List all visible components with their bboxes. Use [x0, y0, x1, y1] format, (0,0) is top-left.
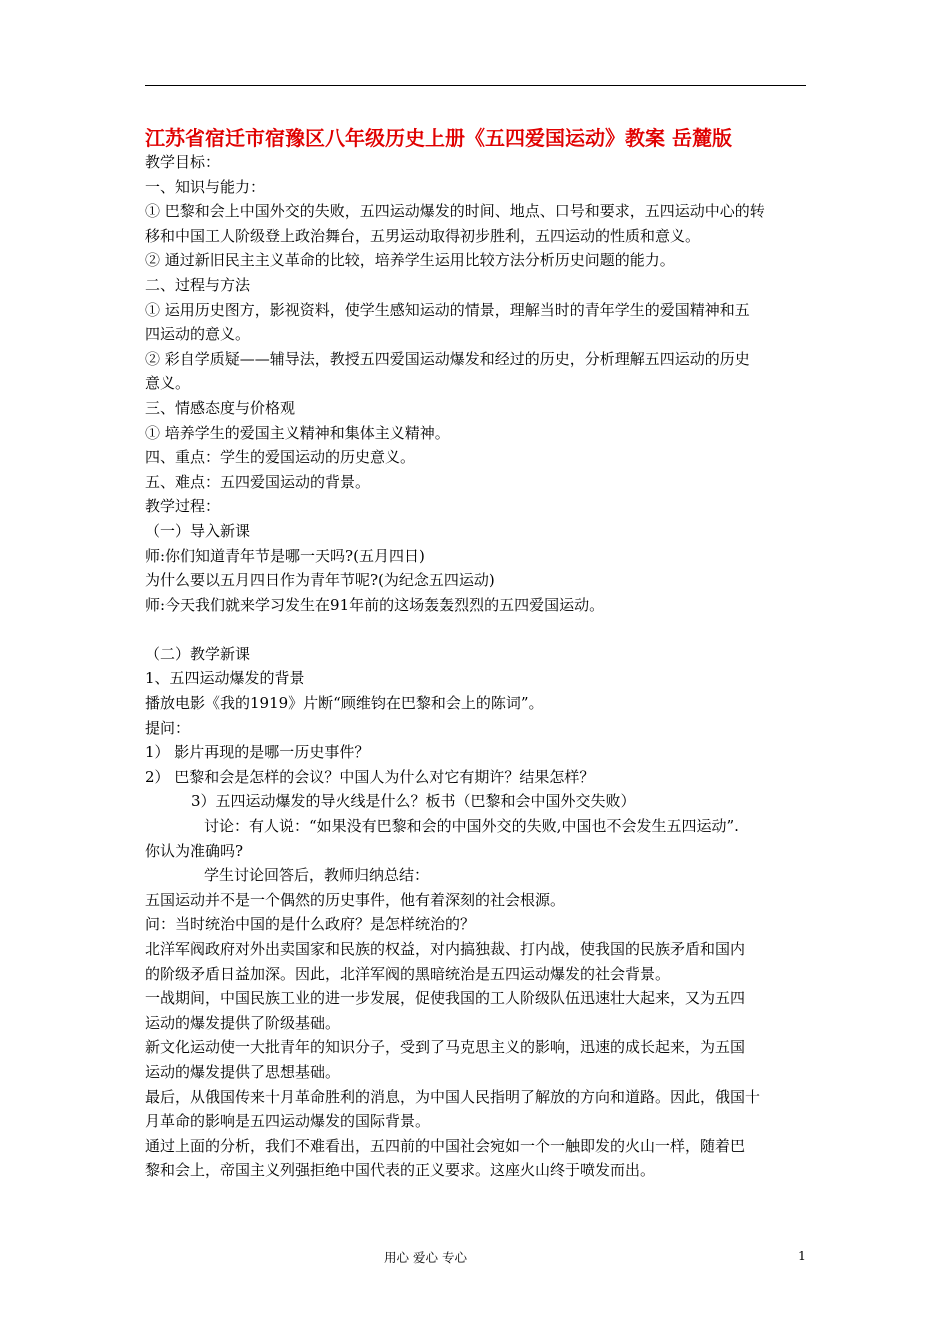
body-line: 师:今天我们就来学习发生在91年前的这场轰轰烈烈的五四爱国运动。	[145, 595, 605, 614]
body-line: 的阶级矛盾日益加深。因此，北洋军阀的黑暗统治是五四运动爆发的社会背景。	[145, 964, 671, 983]
body-line: 教学目标：	[145, 153, 221, 171]
body-line: （一）导入新课	[145, 521, 251, 540]
body-line: 播放电影《我的1919》片断“顾维钧在巴黎和会上的陈词”。	[145, 694, 544, 713]
body-line: 四运动的意义。	[145, 325, 251, 344]
body-line: 2） 巴黎和会是怎样的会议？中国人为什么对它有期许？结果怎样？	[145, 767, 595, 786]
body-line: 五、难点：五四爱国运动的背景。	[145, 472, 371, 491]
body-line: 1、五四运动爆发的背景	[145, 669, 305, 688]
body-line: 运动的爆发提供了阶级基础。	[145, 1013, 341, 1032]
body-line: 一、知识与能力：	[145, 177, 266, 196]
body-line: 移和中国工人阶级登上政治舞台，五男运动取得初步胜利，五四运动的性质和意义。	[145, 226, 701, 245]
body-line: 师:你们知道青年节是哪一天吗?(五月四日)	[145, 546, 425, 565]
body-line: 新文化运动使一大批青年的知识分子，受到了马克思主义的影响，迅速的成长起来，为五国	[145, 1038, 746, 1057]
body-line: ① 巴黎和会上中国外交的失败，五四运动爆发的时间、地点、口号和要求，五四运动中心的转	[145, 202, 765, 221]
body-line: ① 培养学生的爱国主义精神和集体主义精神。	[145, 423, 450, 442]
body-line: 问：当时统治中国的是什么政府？是怎样统治的？	[145, 915, 476, 934]
body-line: 3）五四运动爆发的导火线是什么？板书（巴黎和会中国外交失败）	[191, 792, 636, 811]
body-line: 月革命的影响是五四运动爆发的国际背景。	[145, 1112, 431, 1131]
body-line: 学生讨论回答后，教师归纳总结：	[204, 866, 430, 885]
document-body	[145, 150, 813, 1183]
body-line: 三、情感态度与价格观	[145, 398, 296, 417]
body-line: ② 通过新旧民主主义革命的比较，培养学生运用比较方法分析历史问题的能力。	[145, 251, 675, 270]
body-line: 最后，从俄国传来十月革命胜利的消息，为中国人民指明了解放的方向和道路。因此，俄国十	[145, 1087, 761, 1106]
body-line: ① 运用历史图方，影视资料，使学生感知运动的情景，理解当时的青年学生的爱国精神和五	[145, 300, 750, 319]
body-line: 通过上面的分析，我们不难看出，五四前的中国社会宛如一个一触即发的火山一样，随着巴	[145, 1136, 746, 1155]
body-line: 五国运动并不是一个偶然的历史事件，他有着深刻的社会根源。	[145, 890, 566, 909]
body-line: 你认为准确吗?	[145, 841, 244, 860]
body-line: （二）教学新课	[145, 644, 251, 663]
body-line: 提问：	[145, 718, 191, 737]
page-footer	[0, 1248, 950, 1268]
page-number: 1	[798, 1248, 806, 1263]
body-line: ② 彩自学质疑——辅导法，教授五四爱国运动爆发和经过的历史，分析理解五四运动的历史	[145, 349, 750, 368]
header-rule	[145, 85, 806, 86]
body-line: 讨论：有人说：“如果没有巴黎和会的中国外交的失败,中国也不会发生五四运动”.	[204, 817, 739, 836]
body-line: 二、过程与方法	[145, 275, 251, 294]
body-line: 意义。	[145, 374, 191, 393]
body-line: 教学过程：	[145, 497, 221, 516]
footer-motto: 用心 爱心 专心	[384, 1250, 467, 1265]
document-title: 江苏省宿迁市宿豫区八年级历史上册《五四爱国运动》教案 岳麓版	[145, 126, 732, 150]
body-line: 北洋军阀政府对外出卖国家和民族的权益，对内搞独裁、打内战，使我国的民族矛盾和国内	[145, 940, 746, 958]
body-line: 运动的爆发提供了思想基础。	[145, 1062, 341, 1081]
body-line: 为什么要以五月四日作为青年节呢?(为纪念五四运动)	[145, 571, 495, 590]
body-line: 1） 影片再现的是哪一历史事件？	[145, 743, 370, 762]
blank-line	[145, 617, 813, 642]
body-line: 一战期间，中国民族工业的进一步发展，促使我国的工人阶级队伍迅速壮大起来，又为五四	[145, 989, 746, 1008]
body-line: 黎和会上，帝国主义列强拒绝中国代表的正义要求。这座火山终于喷发而出。	[145, 1161, 656, 1180]
body-line: 四、重点：学生的爱国运动的历史意义。	[145, 448, 416, 467]
